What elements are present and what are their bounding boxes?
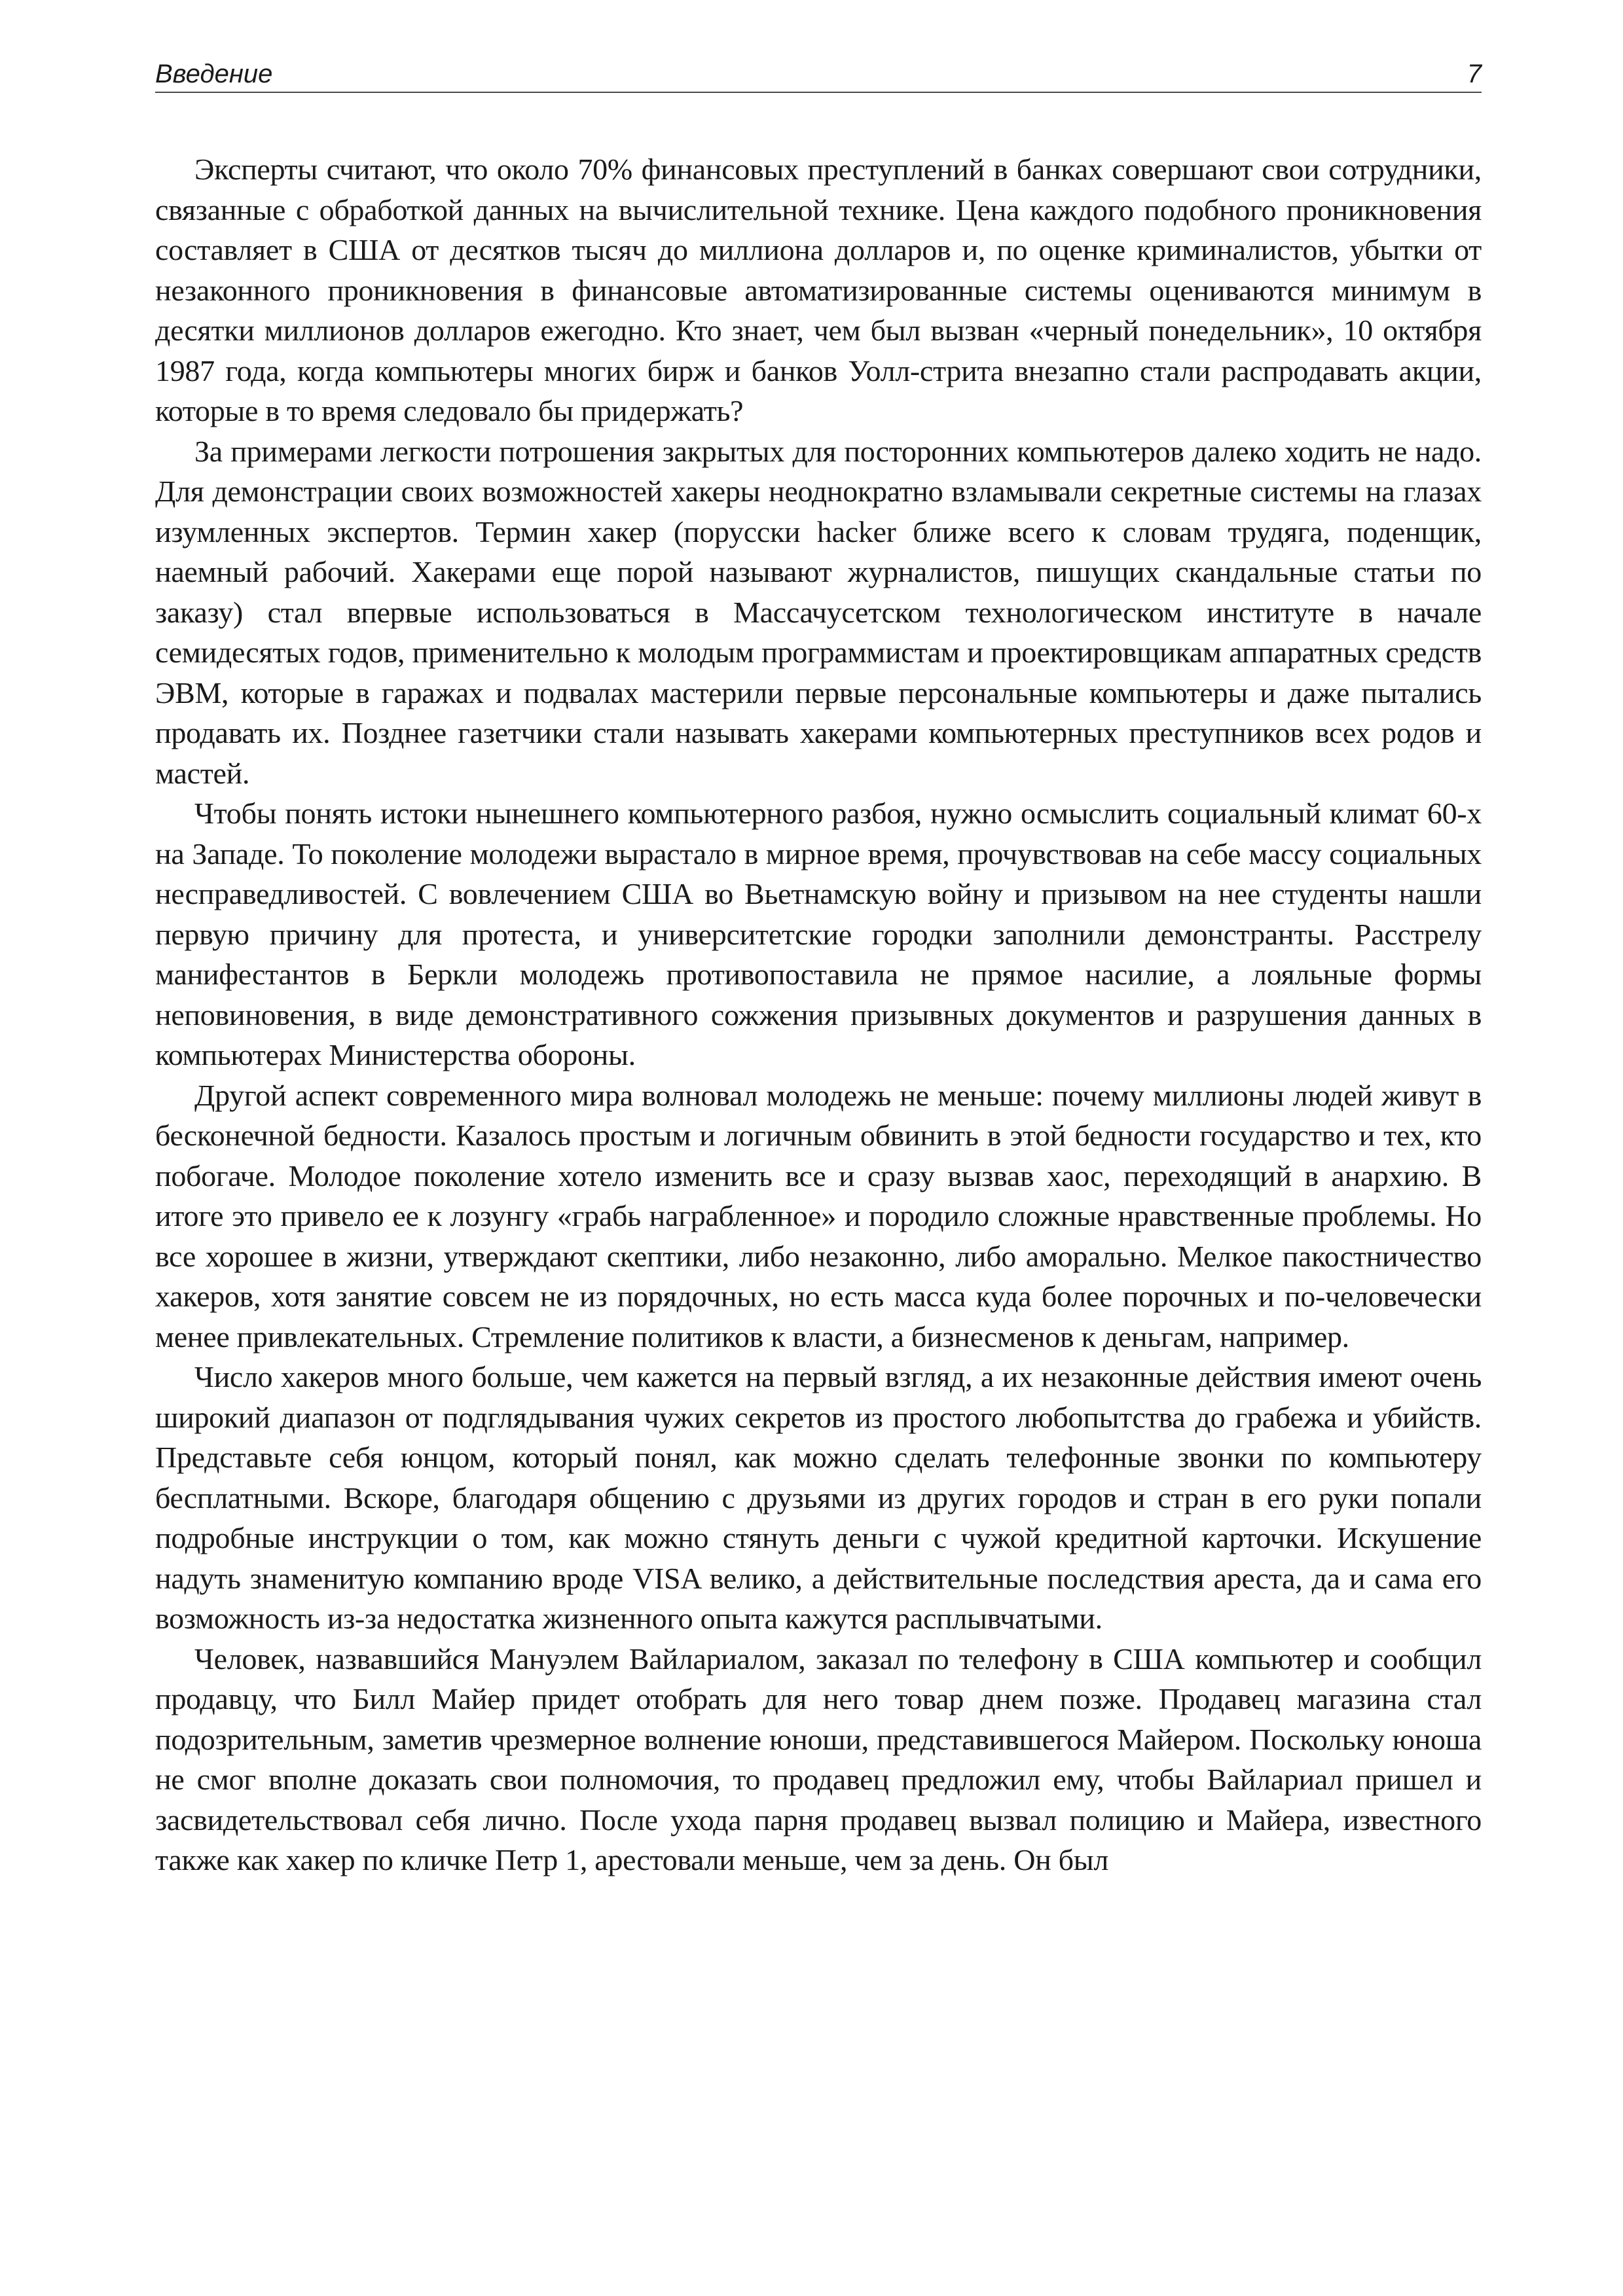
- page-number: 7: [1467, 60, 1482, 88]
- paragraph: Другой аспект современного мира волновал молодежь не меньше: почему миллионы людей живут в бесконечной бедности. Казалось простым и логичным обвинить в этой бедности государство и тех, кто побогаче. Молодое поколение хотело изменить все и сразу вызвав хаос, переходящий в анархию. В итоге это привело ее к лозунгу «грабь награбленное» и породило сложные нравственные проблемы. Но все хорошее в жизни, утверждают скептики, либо незаконно, либо аморально. Мелкое пакостничество хакеров, хотя занятие совсем не из порядочных, но есть масса куда более порочных и по-человечески менее привлекательных. Стремление политиков к власти, а бизнесменов к деньгам, например.: [155, 1078, 1482, 1354]
- paragraph: За примерами легкости потрошения закрытых для посторонних компьютеров далеко ходить не надо. Для демонстрации своих возможностей хакеры неоднократно взламывали секретные системы на глазах изумленных экспертов. Термин хакер (порусски hacker ближе всего к словам трудяга, поденщик, наемный рабочий. Хакерами еще порой называют журналистов, пишущих скандальные статьи по заказу) стал впервые использоваться в Массачусетском технологическом институте в начале семидесятых годов, применительно к молодым программистам и проектировщикам аппаратных средств ЭВМ, которые в гаражах и подвалах мастерили первые персональные компьютеры и даже пытались продавать их. Позднее газетчики стали называть хакерами компьютерных преступников всех родов и мастей.: [155, 434, 1482, 790]
- page-header: [155, 56, 1482, 93]
- paragraph: Человек, назвавшийся Мануэлем Вайлариалом, заказал по телефону в США компьютер и сообщил продавцу, что Билл Майер придет отобрать для него товар днем позже. Продавец магазина стал подозрительным, заметив чрезмерное волнение юноши, представившегося Майером. Поскольку юноша не смог вполне доказать свои полномочия, то продавец предложил ему, чтобы Вайлариал пришел и засвидетельствовал себя лично. После ухода парня продавец вызвал полицию и Майера, известного также как хакер по кличке Петр 1, арестовали меньше, чем за день. Он был: [155, 1641, 1482, 1876]
- body-text: [155, 149, 1482, 1880]
- paragraph: Эксперты считают, что около 70% финансовых преступлений в банках совершают свои сотрудники, связанные с обработкой данных на вычислительной технике. Цена каждого подобного проникновения составляет в США от десятков тысяч до миллиона долларов и, по оценке криминалистов, убытки от незаконного проникновения в финансовые автоматизированные системы оцениваются минимум в десятки миллионов долларов ежегодно. Кто знает, чем был вызван «черный понедельник», 10 октября 1987 года, когда компьютеры многих бирж и банков Уолл-стрита внезапно стали распродавать акции, которые в то время следовало бы придержать?: [155, 152, 1482, 427]
- paragraph: Чтобы понять истоки нынешнего компьютерного разбоя, нужно осмыслить социальный климат 60-х на Западе. То поколение молодежи вырастало в мирное время, прочувствовав на себе массу социальных несправедливостей. С вовлечением США во Вьетнамскую войну и призывом на нее студенты нашли первую причину для протеста, и университетские городки заполнили демонстранты. Расстрелу манифестантов в Беркли молодежь противопоставила не прямое насилие, а лояльные формы неповиновения, в виде демонстративного сожжения призывных документов и разрушения данных в компьютерах Министерства обороны.: [155, 797, 1482, 1071]
- paragraph: Число хакеров много больше, чем кажется на первый взгляд, а их незаконные действия имеют очень широкий диапазон от подглядывания чужих секретов из простого любопытства до грабежа и убийств. Представьте себя юнцом, который понял, как можно сделать телефонные звонки по компьютеру бесплатными. Вскоре, благодаря общению с друзьями из других городов и стран в его руки попали подробные инструкции о том, как можно стянуть деньги с чужой кредитной карточки. Искушение надуть знаменитую компанию вроде VISA велико, а действительные последствия ареста, да и сама его возможность из-за недостатка жизненного опыта кажутся расплывчатыми.: [155, 1360, 1482, 1635]
- running-title: Введение: [155, 60, 273, 88]
